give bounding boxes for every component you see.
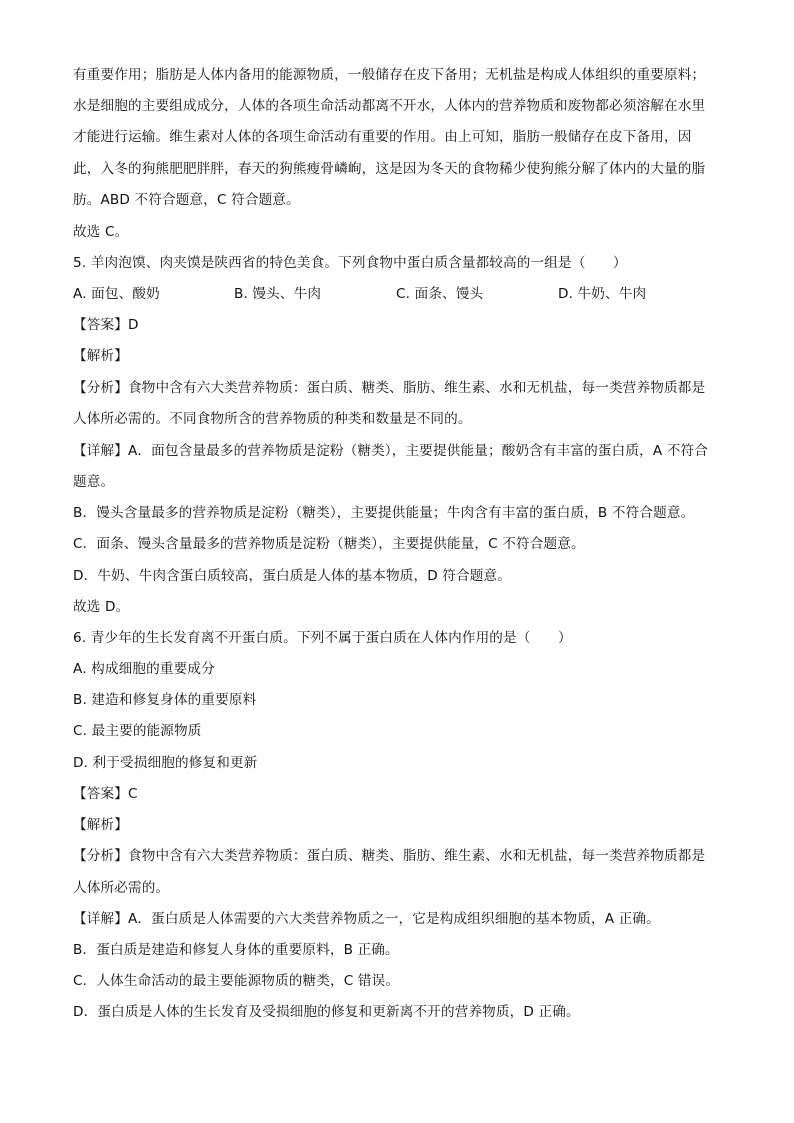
text-line: 【详解】A．蛋白质是人体需要的六大类营养物质之一，它是构成组织细胞的基本物质，A 正确。 [73, 911, 660, 927]
text-line: 人体所必需的。不同食物所含的营养物质的种类和数量是不同的。 [73, 411, 472, 427]
question-6-option-b: B. 建造和修复身体的重要原料 [73, 692, 257, 708]
final-answer-line: 故选 D。 [73, 599, 130, 615]
question-5-option-b: B. 馒头、牛肉 [234, 286, 322, 302]
text-line: 肪。ABD 不符合题意，C 符合题意。 [73, 192, 300, 208]
question-6-option-a: A. 构成细胞的重要成分 [73, 661, 215, 677]
text-line: 题意。 [73, 474, 115, 490]
question-5-stem: 5. 羊肉泡馍、肉夹馍是陕西省的特色美食。下列食物中蛋白质含量都较高的一组是（ ） [73, 255, 627, 271]
question-6-option-d: D. 利于受损细胞的修复和更新 [73, 755, 258, 771]
text-line: 【详解】A．面包含量最多的营养物质是淀粉（糖类），主要提供能量；酸奶含有丰富的蛋白质，A 不符合 [73, 443, 709, 459]
text-line: C．面条、馒头含量最多的营养物质是淀粉（糖类），主要提供能量，C 不符合题意。 [73, 536, 585, 552]
text-line: 有重要作用；脂肪是人体内备用的能源物质，一般储存在皮下备用；无机盐是构成人体组织的重要原料； [73, 67, 706, 83]
question-5-option-d: D. 牛奶、牛肉 [558, 286, 647, 302]
text-line: B．馒头含量最多的营养物质是淀粉（糖类），主要提供能量；牛肉含有丰富的蛋白质，B 不符合题意。 [73, 505, 695, 521]
text-line: D．蛋白质是人体的生长发育及受损细胞的修复和更新离不开的营养物质，D 正确。 [73, 1004, 580, 1020]
text-line: C．人体生命活动的最主要能源物质的糖类，C 错误。 [73, 973, 400, 989]
question-5-option-a: A. 面包、酸奶 [73, 286, 160, 302]
analysis-label: 【解析】 [73, 348, 128, 364]
answer-label: 【答案】C [73, 786, 138, 802]
answer-label: 【答案】D [73, 317, 139, 333]
question-6-stem: 6. 青少年的生长发育离不开蛋白质。下列不属于蛋白质在人体内作用的是（ ） [73, 630, 572, 646]
text-line: B．蛋白质是建造和修复人身体的重要原料，B 正确。 [73, 942, 399, 958]
text-line: 水是细胞的主要组成成分，人体的各项生命活动都离不开水，人体内的营养物质和废物都必须溶解在水里 [73, 98, 706, 114]
analysis-label: 【解析】 [73, 817, 128, 833]
text-line: D．牛奶、牛肉含蛋白质较高，蛋白质是人体的基本物质，D 符合题意。 [73, 568, 512, 584]
text-line: 人体所必需的。 [73, 880, 170, 896]
text-line: 才能进行运输。维生素对人体的各项生命活动有重要的作用。由上可知，脂肪一般储存在皮下备用，因 [73, 129, 692, 145]
question-6-option-c: C. 最主要的能源物质 [73, 723, 202, 739]
final-answer-line: 故选 C。 [73, 224, 129, 240]
text-line: 【分析】食物中含有六大类营养物质：蛋白质、糖类、脂肪、维生素、水和无机盐，每一类营养物质都是 [73, 380, 706, 396]
question-5-option-c: C. 面条、馒头 [396, 286, 484, 302]
text-line: 【分析】食物中含有六大类营养物质：蛋白质、糖类、脂肪、维生素、水和无机盐，每一类营养物质都是 [73, 848, 706, 864]
text-line: 此，入冬的狗熊肥肥胖胖，春天的狗熊瘦骨嶙峋，这是因为冬天的食物稀少使狗熊分解了体内的大量的脂 [73, 161, 706, 177]
